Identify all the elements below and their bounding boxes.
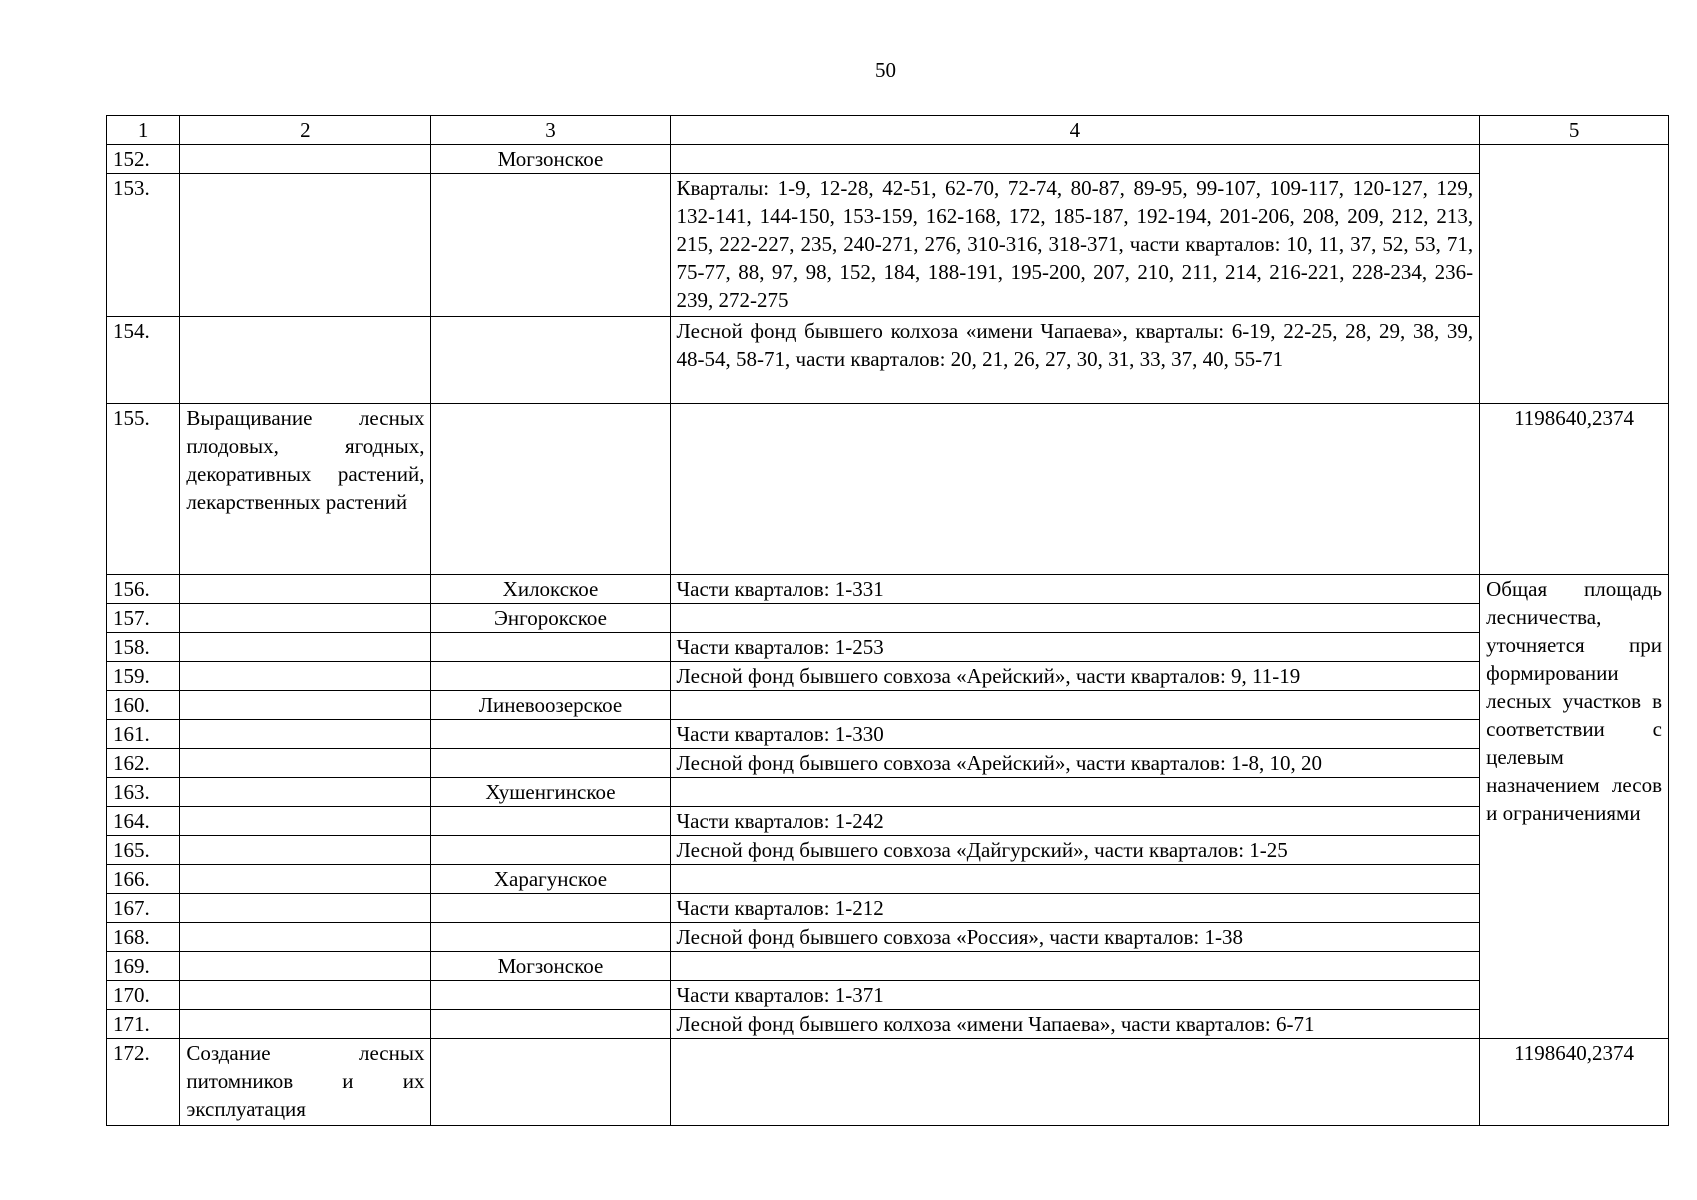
- quarters-cell: [670, 145, 1480, 174]
- quarters-cell: Лесной фонд бывшего колхоза «имени Чапаева», кварталы: 6-19, 22-25, 28, 29, 38, 39, 48-54, 58-71, части кварталов: 20, 21, 26, 27, 30, 31, 33, 37, 40, 55-71: [670, 317, 1480, 404]
- quarters-cell: [670, 691, 1480, 720]
- activity-cell: [180, 1010, 431, 1039]
- row-number: 156.: [107, 575, 180, 604]
- activity-cell: [180, 778, 431, 807]
- forestry-district-cell: Хилокское: [431, 575, 670, 604]
- activity-cell: [180, 836, 431, 865]
- table-row: [107, 952, 1669, 981]
- table-row: [107, 145, 1669, 174]
- quarters-cell: [670, 778, 1480, 807]
- area-cell: 1198640,2374: [1480, 404, 1669, 575]
- table-row: [107, 662, 1669, 691]
- row-number: 166.: [107, 865, 180, 894]
- header-cell: 4: [670, 116, 1480, 145]
- table-row: [107, 720, 1669, 749]
- row-number: 164.: [107, 807, 180, 836]
- header-cell: 2: [180, 116, 431, 145]
- quarters-cell: [670, 604, 1480, 633]
- forestry-district-cell: Хушенгинское: [431, 778, 670, 807]
- table-row: [107, 404, 1669, 575]
- row-number: 167.: [107, 894, 180, 923]
- forestry-district-cell: Могзонское: [431, 145, 670, 174]
- activity-cell: [180, 662, 431, 691]
- table-row: [107, 807, 1669, 836]
- forestry-district-cell: [431, 633, 670, 662]
- row-number: 155.: [107, 404, 180, 575]
- quarters-cell: Кварталы: 1-9, 12-28, 42-51, 62-70, 72-74, 80-87, 89-95, 99-107, 109-117, 120-127, 129, 132-141, 144-150, 153-159, 162-168, 172, 185-187, 192-194, 201-206, 208, 209, 212, 213, 215, 222-227, 235, 240-271, 276, 310-316, 318-371, части кварталов: 10, 11, 37, 52, 53, 71, 75-77, 88, 97, 98, 152, 184, 188-191, 195-200, 207, 210, 211, 214, 216-221, 228-234, 236-239, 272-275: [670, 174, 1480, 317]
- activity-cell: [180, 865, 431, 894]
- quarters-cell: [670, 1039, 1480, 1126]
- activity-cell: [180, 633, 431, 662]
- quarters-cell: Части кварталов: 1-242: [670, 807, 1480, 836]
- row-number: 152.: [107, 145, 180, 174]
- table-row: [107, 778, 1669, 807]
- row-number: 163.: [107, 778, 180, 807]
- quarters-cell: [670, 952, 1480, 981]
- activity-cell: [180, 174, 431, 317]
- activity-cell: [180, 720, 431, 749]
- row-number: 162.: [107, 749, 180, 778]
- row-number: 165.: [107, 836, 180, 865]
- activity-cell: [180, 894, 431, 923]
- activity-cell: [180, 807, 431, 836]
- quarters-cell: Лесной фонд бывшего совхоза «Арейский», части кварталов: 1-8, 10, 20: [670, 749, 1480, 778]
- activity-cell: [180, 952, 431, 981]
- quarters-cell: [670, 865, 1480, 894]
- table-header-row: [107, 116, 1669, 145]
- forestry-table: [106, 115, 1669, 1126]
- table-row: [107, 749, 1669, 778]
- quarters-cell: Лесной фонд бывшего совхоза «Россия», части кварталов: 1-38: [670, 923, 1480, 952]
- table-row: [107, 691, 1669, 720]
- table-row: [107, 575, 1669, 604]
- activity-cell: Создание лесных питомников и их эксплуатация: [180, 1039, 431, 1126]
- forestry-district-cell: [431, 749, 670, 778]
- table-row: [107, 317, 1669, 404]
- row-number: 160.: [107, 691, 180, 720]
- forestry-district-cell: [431, 923, 670, 952]
- table-row: [107, 633, 1669, 662]
- table-row: [107, 1039, 1669, 1126]
- table-row: [107, 174, 1669, 317]
- row-number: 171.: [107, 1010, 180, 1039]
- forestry-district-cell: Могзонское: [431, 952, 670, 981]
- row-number: 157.: [107, 604, 180, 633]
- activity-cell: [180, 923, 431, 952]
- row-number: 154.: [107, 317, 180, 404]
- activity-cell: [180, 575, 431, 604]
- row-number: 169.: [107, 952, 180, 981]
- forestry-district-cell: [431, 1010, 670, 1039]
- quarters-cell: Части кварталов: 1-371: [670, 981, 1480, 1010]
- activity-cell: [180, 981, 431, 1010]
- header-cell: 1: [107, 116, 180, 145]
- forestry-district-cell: Линевоозерское: [431, 691, 670, 720]
- forestry-district-cell: [431, 174, 670, 317]
- table-row: [107, 604, 1669, 633]
- row-number: 158.: [107, 633, 180, 662]
- forestry-district-cell: [431, 981, 670, 1010]
- forestry-district-cell: [431, 404, 670, 575]
- page-number: 50: [875, 58, 896, 82]
- activity-cell: [180, 145, 431, 174]
- quarters-cell: Части кварталов: 1-331: [670, 575, 1480, 604]
- quarters-cell: Части кварталов: 1-330: [670, 720, 1480, 749]
- quarters-cell: Лесной фонд бывшего колхоза «имени Чапаева», части кварталов: 6-71: [670, 1010, 1480, 1039]
- forestry-district-cell: [431, 1039, 670, 1126]
- forestry-district-cell: [431, 836, 670, 865]
- quarters-cell: Лесной фонд бывшего совхоза «Дайгурский», части кварталов: 1-25: [670, 836, 1480, 865]
- forestry-district-cell: Энгорокское: [431, 604, 670, 633]
- area-cell: 1198640,2374: [1480, 1039, 1669, 1126]
- quarters-cell: Части кварталов: 1-212: [670, 894, 1480, 923]
- activity-cell: [180, 604, 431, 633]
- forestry-district-cell: [431, 662, 670, 691]
- area-note-cell: Общая площадь лесничества, уточняется при формировании лесных участков в соответствии с целевым назначением лесов и ограничениями: [1480, 575, 1669, 1039]
- quarters-cell: Части кварталов: 1-253: [670, 633, 1480, 662]
- header-cell: 3: [431, 116, 670, 145]
- forestry-district-cell: [431, 894, 670, 923]
- row-number: 170.: [107, 981, 180, 1010]
- header-cell: 5: [1480, 116, 1669, 145]
- quarters-cell: Лесной фонд бывшего совхоза «Арейский», части кварталов: 9, 11-19: [670, 662, 1480, 691]
- row-number: 168.: [107, 923, 180, 952]
- row-number: 153.: [107, 174, 180, 317]
- row-number: 161.: [107, 720, 180, 749]
- forestry-district-cell: [431, 807, 670, 836]
- table-row: [107, 981, 1669, 1010]
- forestry-district-cell: [431, 720, 670, 749]
- forestry-district-cell: Харагунское: [431, 865, 670, 894]
- row-number: 159.: [107, 662, 180, 691]
- row-number: 172.: [107, 1039, 180, 1126]
- activity-cell: [180, 691, 431, 720]
- table-row: [107, 865, 1669, 894]
- table-row: [107, 1010, 1669, 1039]
- activity-cell: [180, 749, 431, 778]
- table-row: [107, 836, 1669, 865]
- area-cell: [1480, 145, 1669, 404]
- table-row: [107, 894, 1669, 923]
- activity-cell: Выращивание лесных плодовых, ягодных, декоративных растений, лекарственных растений: [180, 404, 431, 575]
- activity-cell: [180, 317, 431, 404]
- quarters-cell: [670, 404, 1480, 575]
- forestry-district-cell: [431, 317, 670, 404]
- table-row: [107, 923, 1669, 952]
